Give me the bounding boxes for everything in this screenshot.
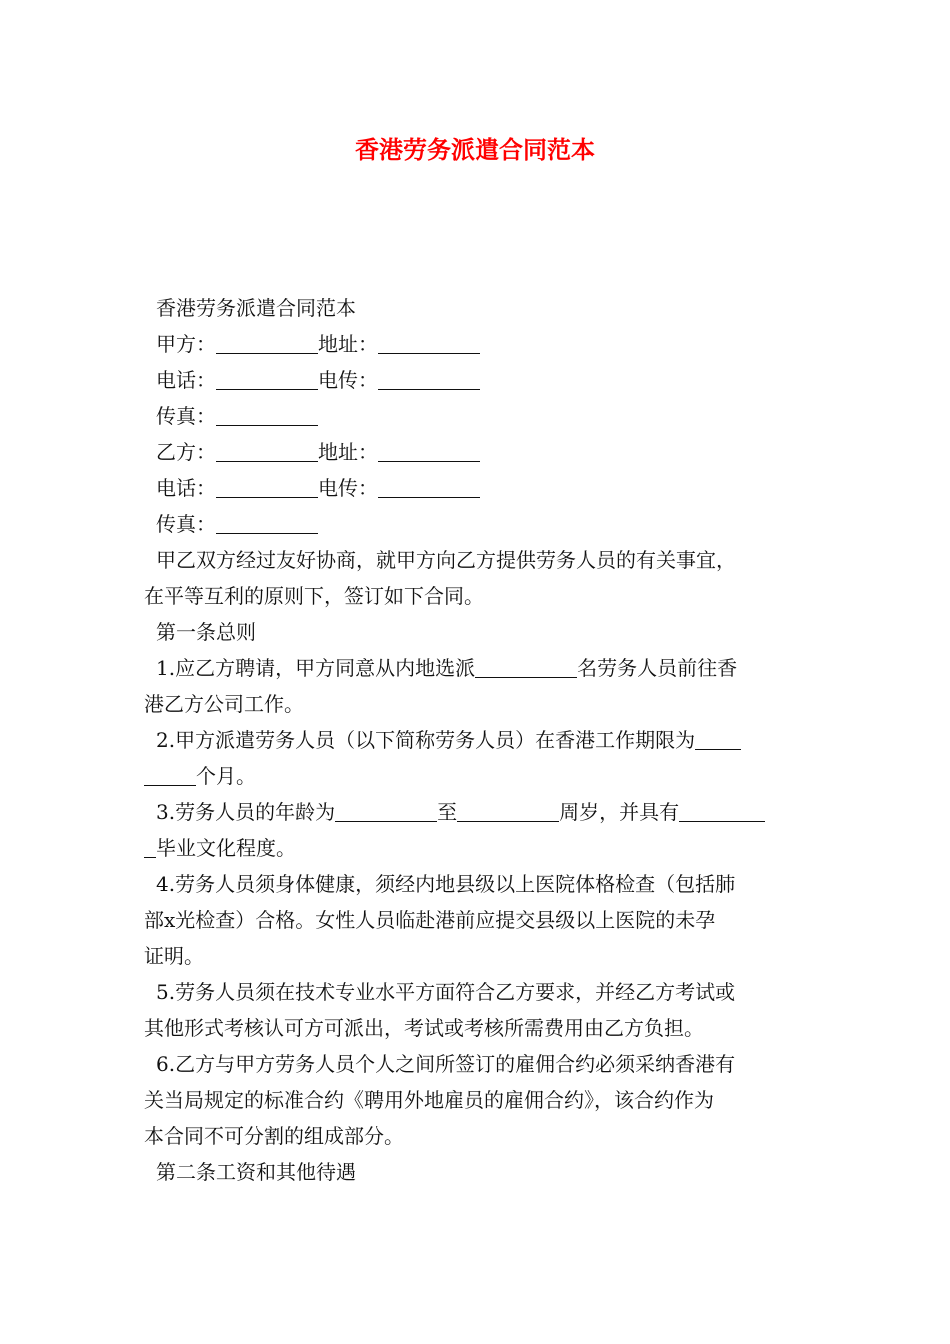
item-6-line-1: 6.乙方与甲方劳务人员个人之间所签订的雇佣合约必须采纳香港有 [156, 1052, 736, 1076]
party-b-telex-blank [378, 477, 480, 498]
item-1-line-1 [144, 650, 812, 686]
article-1-title: 第一条总则 [156, 620, 256, 644]
article-2-title: 第二条工资和其他待遇 [156, 1160, 356, 1184]
item-2-line-1 [144, 722, 812, 758]
item-4-line-1: 4.劳务人员须身体健康，须经内地县级以上医院体格检查（包括肺 [156, 872, 736, 896]
item-5-line-2: 其他形式考核认可方可派出，考试或考核所需费用由乙方负担。 [144, 1016, 704, 1040]
party-b-address-label: 地址： [318, 440, 378, 464]
party-b-line [144, 434, 812, 470]
party-a-label: 甲方： [156, 332, 216, 356]
item-3-text-d: 毕业文化程度。 [156, 836, 296, 860]
item-6-line-3: 本合同不可分割的组成部分。 [144, 1124, 404, 1148]
party-a-telex-label: 电传： [318, 368, 378, 392]
party-b-blank [216, 441, 318, 462]
party-b-phone-line [144, 470, 812, 506]
item-4-line-2: 部x光检查）合格。女性人员临赴港前应提交县级以上医院的未孕 [144, 908, 716, 932]
item-3-blank-d [144, 837, 156, 858]
item-3-line-2 [144, 830, 812, 866]
item-3-text-c: 周岁，并具有 [559, 800, 680, 824]
party-a-address-label: 地址： [318, 332, 378, 356]
item-5-line-1: 5.劳务人员须在技术专业水平方面符合乙方要求，并经乙方考试或 [156, 980, 736, 1004]
item-3-text-b: 至 [437, 800, 458, 824]
party-b-fax-line [144, 506, 812, 542]
item-3-blank-b [457, 801, 559, 822]
party-a-fax-blank [216, 405, 318, 426]
item-3-blank-a [335, 801, 437, 822]
document-heading: 香港劳务派遣合同范本 [156, 296, 356, 320]
item-1-text-a: 1.应乙方聘请，甲方同意从内地选派 [156, 656, 476, 680]
item-3-line-1 [144, 794, 812, 830]
item-3-text-a: 3.劳务人员的年龄为 [156, 800, 336, 824]
party-a-blank [216, 333, 318, 354]
document-title: 香港劳务派遣合同范本 [355, 135, 595, 164]
party-a-telex-blank [378, 369, 480, 390]
item-2-line-2 [144, 758, 812, 794]
item-2-text-a: 2.甲方派遣劳务人员（以下简称劳务人员）在香港工作期限为 [156, 728, 696, 752]
party-b-address-blank [378, 441, 480, 462]
item-1-line-2: 港乙方公司工作。 [144, 692, 304, 716]
party-b-phone-blank [216, 477, 318, 498]
party-a-phone-blank [216, 369, 318, 390]
party-a-line [144, 326, 812, 362]
party-b-phone-label: 电话： [156, 476, 216, 500]
party-b-fax-label: 传真： [156, 512, 216, 536]
intro-paragraph-line-2: 在平等互利的原则下，签订如下合同。 [144, 584, 484, 608]
item-1-blank [475, 657, 577, 678]
item-2-blank-b [144, 765, 196, 786]
party-a-phone-label: 电话： [156, 368, 216, 392]
item-6-line-2: 关当局规定的标准合约《聘用外地雇员的雇佣合约》，该合约作为 [144, 1088, 714, 1112]
document-body [144, 290, 812, 1190]
item-2-text-b: 个月。 [196, 764, 256, 788]
party-a-fax-label: 传真： [156, 404, 216, 428]
item-4-line-3: 证明。 [144, 944, 204, 968]
item-2-blank-a [695, 729, 741, 750]
party-b-label: 乙方： [156, 440, 216, 464]
item-3-blank-c [679, 801, 765, 822]
intro-paragraph-line-1: 甲乙双方经过友好协商，就甲方向乙方提供劳务人员的有关事宜， [156, 548, 736, 572]
party-b-telex-label: 电传： [318, 476, 378, 500]
party-b-fax-blank [216, 513, 318, 534]
party-a-phone-line [144, 362, 812, 398]
item-1-text-b: 名劳务人员前往香 [577, 656, 738, 680]
party-a-address-blank [378, 333, 480, 354]
party-a-fax-line [144, 398, 812, 434]
